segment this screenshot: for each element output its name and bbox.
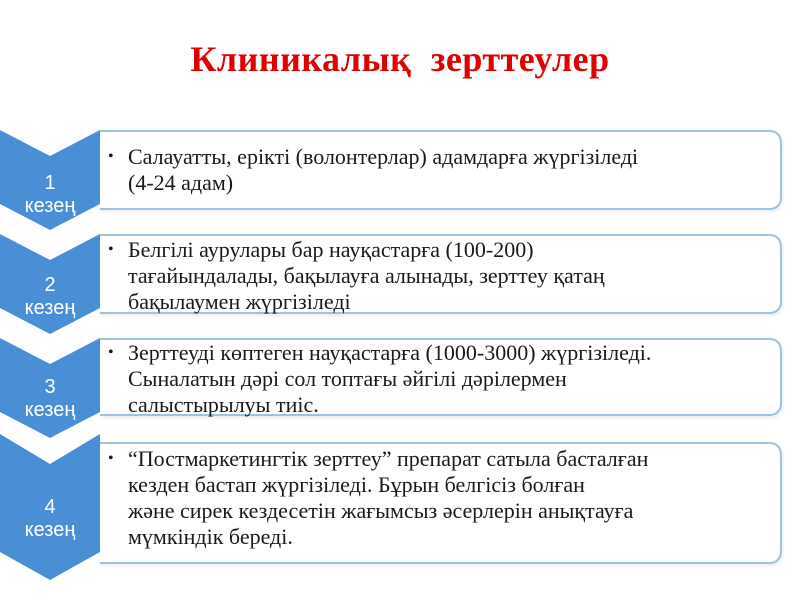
bullet-icon: • bbox=[108, 148, 114, 165]
page-title: Клиникалық зерттеулер bbox=[190, 39, 610, 79]
bullet-icon: • bbox=[108, 241, 114, 258]
stage-1-text: Салауатты, ерікті (волонтерлар) адамдарға жүргізіледі (4-24 адам) bbox=[128, 144, 639, 195]
stage-2-label: кезең bbox=[24, 297, 76, 319]
stage-4-box bbox=[100, 442, 782, 564]
bullet-icon: • bbox=[108, 344, 114, 361]
stage-4-number: 4 bbox=[44, 496, 56, 518]
stage-1-number: 1 bbox=[44, 172, 56, 194]
stage-4-label: кезең bbox=[24, 519, 76, 541]
stage-2-text: Белгілі аурулары бар науқастарға (100-200) тағайындалады, бақылауға алынады, зерттеу қатаң бақылаумен жүргізіледі bbox=[128, 237, 605, 314]
stage-3-number: 3 bbox=[44, 376, 56, 398]
stage-3-label: кезең bbox=[24, 399, 76, 421]
stage-2-number: 2 bbox=[44, 274, 56, 296]
stage-1-label: кезең bbox=[24, 195, 76, 217]
stage-4-text: “Постмаркетингтік зерттеу” препарат сатыла басталған кезден бастап жүргізіледі. Бұрын белгісіз болған және сирек кездесетін жағымсыз әсерлерін анықтауға мүмкіндік береді. bbox=[128, 446, 649, 549]
bullet-icon: • bbox=[108, 450, 114, 467]
stage-3-text: Зерттеуді көптеген науқастарға (1000-3000) жүргізіледі. Сыналатын дәрі сол топтағы әйгілі дәрілермен салыстырылуы тиіс. bbox=[128, 340, 652, 417]
